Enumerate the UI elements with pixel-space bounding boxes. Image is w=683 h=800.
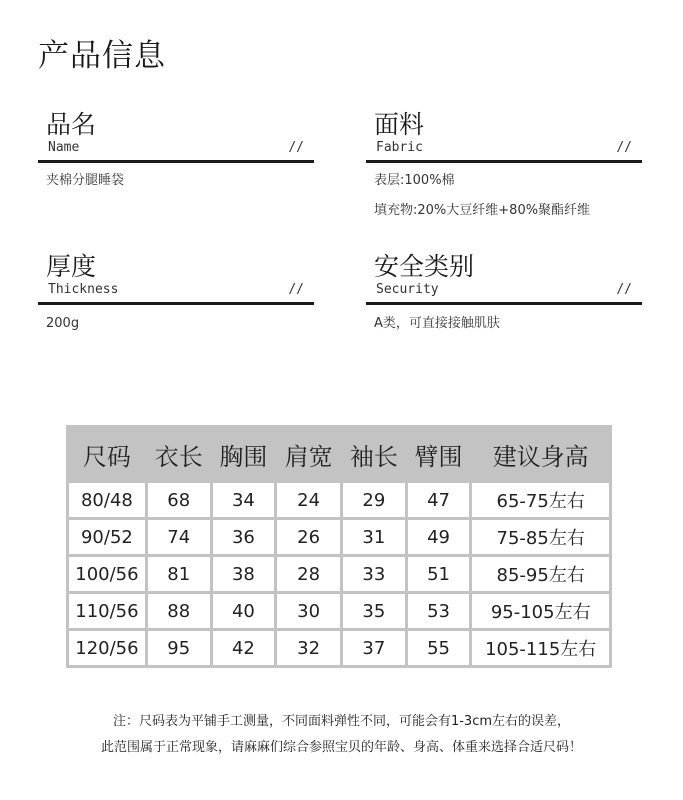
table-cell: 26 — [277, 520, 340, 554]
table-cell: 95-105左右 — [472, 594, 609, 628]
size-table — [66, 425, 612, 668]
table-cell: 80/48 — [69, 483, 145, 517]
card-title: 厚度 — [46, 252, 97, 281]
info-card-name — [38, 110, 314, 190]
card-value: 200g — [46, 316, 80, 331]
table-cell: 68 — [148, 483, 210, 517]
table-cell: 120/56 — [69, 631, 145, 665]
table-header-row — [69, 428, 609, 480]
table-cell: 38 — [213, 557, 275, 591]
table-cell: 32 — [277, 631, 340, 665]
card-value: 填充物:20%大豆纤维+80%聚酯纤维 — [374, 203, 591, 218]
table-cell: 53 — [408, 594, 470, 628]
table-cell: 49 — [408, 520, 470, 554]
table-cell: 65-75左右 — [472, 483, 609, 517]
card-value: 夹棉分腿睡袋 — [46, 173, 125, 188]
table-cell: 31 — [343, 520, 405, 554]
table-cell: 110/56 — [69, 594, 145, 628]
column-header: 胸围 — [213, 428, 275, 480]
table-cell: 33 — [343, 557, 405, 591]
table-cell: 85-95左右 — [472, 557, 609, 591]
card-slash: // — [288, 140, 304, 155]
table-cell: 100/56 — [69, 557, 145, 591]
table-cell: 81 — [148, 557, 210, 591]
table-cell: 74 — [148, 520, 210, 554]
table-cell: 36 — [213, 520, 275, 554]
measurement-note: 注：尺码表为平铺手工测量，不同面料弹性不同，可能会有1-3cm左右的误差， — [112, 714, 571, 729]
table-cell: 95 — [148, 631, 210, 665]
column-header: 建议身高 — [472, 428, 609, 480]
column-header: 衣长 — [148, 428, 210, 480]
info-card-thickness — [38, 252, 314, 333]
table-row — [69, 631, 609, 665]
card-slash: // — [288, 282, 304, 297]
table-row — [69, 520, 609, 554]
card-divider — [366, 160, 642, 163]
card-subtitle: Name — [48, 140, 80, 155]
table-cell: 90/52 — [69, 520, 145, 554]
card-value: 表层:100%棉 — [374, 173, 455, 188]
table-cell: 24 — [277, 483, 340, 517]
measurement-note: 此范围属于正常现象，请麻麻们综合参照宝贝的年龄、身高、体重来选择合适尺码！ — [100, 740, 582, 755]
table-cell: 29 — [343, 483, 405, 517]
table-cell: 88 — [148, 594, 210, 628]
table-cell: 28 — [277, 557, 340, 591]
table-cell: 37 — [343, 631, 405, 665]
card-divider — [38, 302, 314, 305]
card-title: 安全类别 — [374, 252, 475, 281]
column-header: 臂围 — [408, 428, 470, 480]
info-card-security — [366, 252, 642, 333]
card-slash: // — [616, 282, 632, 297]
page-title: 产品信息 — [38, 38, 166, 74]
table-row — [69, 594, 609, 628]
card-divider — [366, 302, 642, 305]
card-divider — [38, 160, 314, 163]
table-cell: 35 — [343, 594, 405, 628]
column-header: 肩宽 — [277, 428, 340, 480]
card-subtitle: Security — [376, 282, 439, 297]
table-cell: 75-85左右 — [472, 520, 609, 554]
card-value: A类，可直接接触肌肤 — [374, 316, 500, 331]
card-title: 面料 — [374, 110, 425, 139]
card-subtitle: Thickness — [48, 282, 119, 297]
table-row — [69, 483, 609, 517]
info-card-fabric — [366, 110, 642, 220]
table-cell: 105-115左右 — [472, 631, 609, 665]
table-cell: 42 — [213, 631, 275, 665]
card-subtitle: Fabric — [376, 140, 423, 155]
table-cell: 34 — [213, 483, 275, 517]
card-title: 品名 — [46, 110, 97, 139]
table-cell: 40 — [213, 594, 275, 628]
table-cell: 47 — [408, 483, 470, 517]
card-slash: // — [616, 140, 632, 155]
column-header: 袖长 — [343, 428, 405, 480]
size-chart — [66, 425, 612, 668]
table-cell: 51 — [408, 557, 470, 591]
table-row — [69, 557, 609, 591]
table-cell: 55 — [408, 631, 470, 665]
table-cell: 30 — [277, 594, 340, 628]
column-header: 尺码 — [69, 428, 145, 480]
